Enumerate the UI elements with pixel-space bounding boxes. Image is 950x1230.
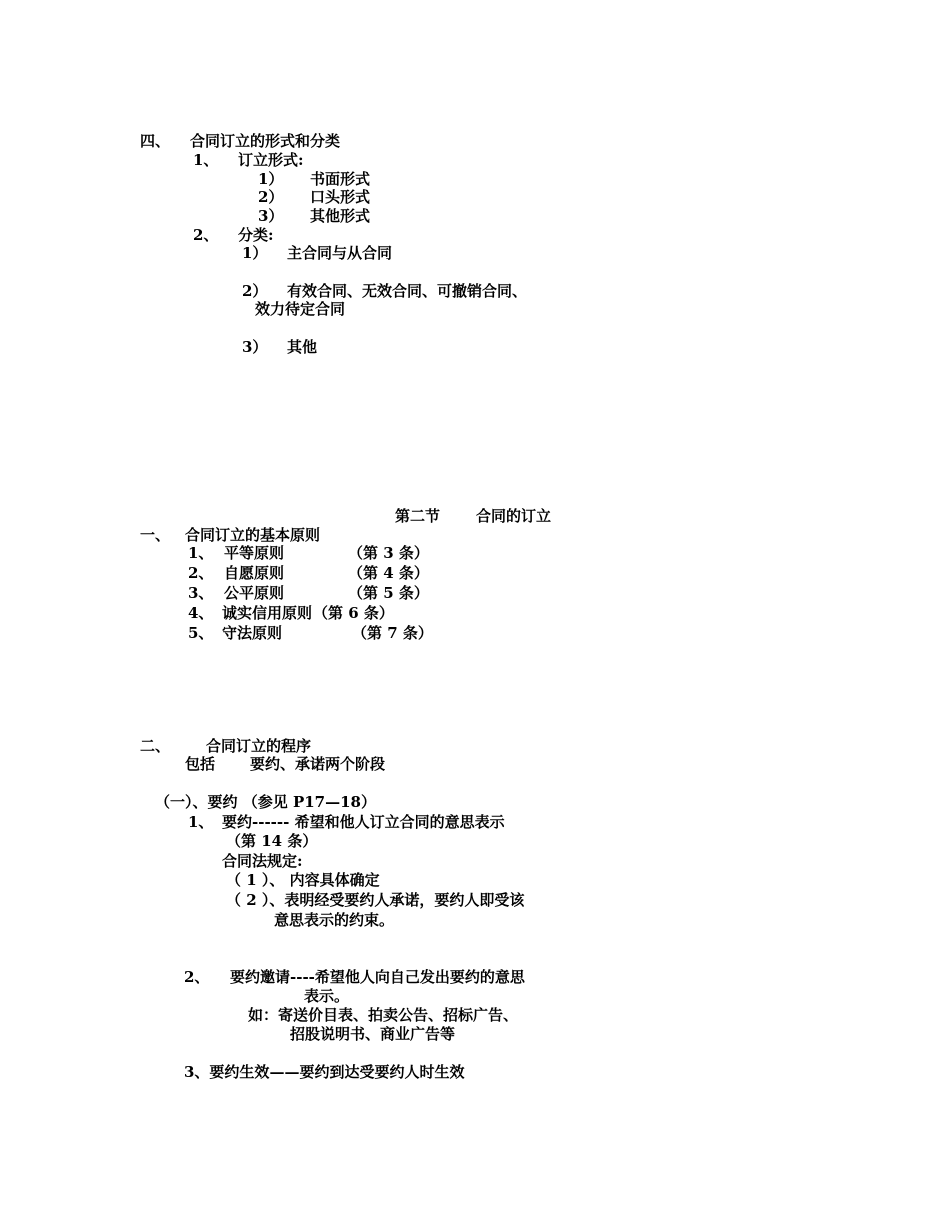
class1-num: 1） — [242, 244, 268, 262]
include-label: 包括 — [185, 755, 216, 773]
principle-text: 公平原则 — [224, 584, 285, 602]
section4-heading-num: 四、 — [140, 132, 171, 150]
section4-item1-num: 1、 — [193, 151, 219, 169]
form3-text: 其他形式 — [310, 207, 371, 225]
offer-def-text: 要约------ 希望和他人订立合同的意思表示 — [222, 813, 505, 831]
principle-text: 平等原则 — [224, 544, 285, 562]
section-title-label: 第二节 — [395, 507, 441, 525]
section4-item1-text: 订立形式: — [238, 151, 304, 169]
offer-effect: 3、要约生效——要约到达受要约人时生效 — [184, 1063, 465, 1081]
principle-num: 1、 — [188, 544, 214, 562]
law-item-1: （ 1 ）、 内容具体确定 — [226, 871, 380, 889]
procedure-heading-num: 二、 — [140, 737, 171, 755]
law-item-2: （ 2 ）、表明经受要约人承诺，要约人即受该 — [226, 891, 525, 909]
principles-heading-num: 一、 — [140, 526, 171, 544]
principle-ref: （第 3 条） — [348, 544, 429, 562]
section4-item2-text: 分类: — [238, 226, 274, 244]
class1-text: 主合同与从合同 — [287, 244, 393, 262]
form1-num: 1） — [258, 170, 284, 188]
principle-ref: （第 5 条） — [348, 584, 429, 602]
principle-text: 诚实信用原则 — [222, 604, 313, 622]
principle-num: 3、 — [188, 584, 214, 602]
form1-text: 书面形式 — [310, 170, 371, 188]
invite-text: 要约邀请----希望他人向自己发出要约的意思 — [230, 968, 525, 986]
example-text: 如：寄送价目表、拍卖公告、招标广告、 — [248, 1006, 519, 1024]
section4-item2-num: 2、 — [193, 226, 219, 244]
offer-subheading: （一）、要约 （参见 P17—18） — [155, 793, 376, 811]
offer-def-num: 1、 — [188, 813, 214, 831]
principle-ref: （第 7 条） — [352, 624, 433, 642]
invite-cont: 表示。 — [304, 987, 350, 1005]
class2-num: 2） — [242, 282, 268, 300]
principle-text: 守法原则 — [222, 624, 283, 642]
procedure-heading: 合同订立的程序 — [206, 737, 312, 755]
principle-ref: （第 6 条） — [313, 604, 394, 622]
principles-heading: 合同订立的基本原则 — [185, 526, 321, 544]
form3-num: 3） — [258, 207, 284, 225]
class3-num: 3） — [242, 338, 268, 356]
form2-num: 2） — [258, 188, 284, 206]
class2-text: 有效合同、无效合同、可撤销合同、 — [287, 282, 528, 300]
example-cont: 招股说明书、商业广告等 — [290, 1025, 456, 1043]
principle-num: 4、 — [188, 604, 214, 622]
section4-heading: 合同订立的形式和分类 — [190, 132, 341, 150]
form2-text: 口头形式 — [310, 188, 371, 206]
section-title-text: 合同的订立 — [476, 507, 552, 525]
principle-num: 5、 — [188, 624, 214, 642]
class2-cont: 效力待定合同 — [255, 300, 346, 318]
include-text: 要约、承诺两个阶段 — [250, 755, 386, 773]
invite-num: 2、 — [184, 968, 210, 986]
class3-text: 其他 — [287, 338, 318, 356]
law-label: 合同法规定: — [222, 852, 303, 870]
law-item-2-cont: 意思表示的约束。 — [274, 911, 395, 929]
principle-ref: （第 4 条） — [348, 564, 429, 582]
offer-def-ref: （第 14 条） — [226, 832, 318, 850]
principle-num: 2、 — [188, 564, 214, 582]
principle-text: 自愿原则 — [224, 564, 285, 582]
